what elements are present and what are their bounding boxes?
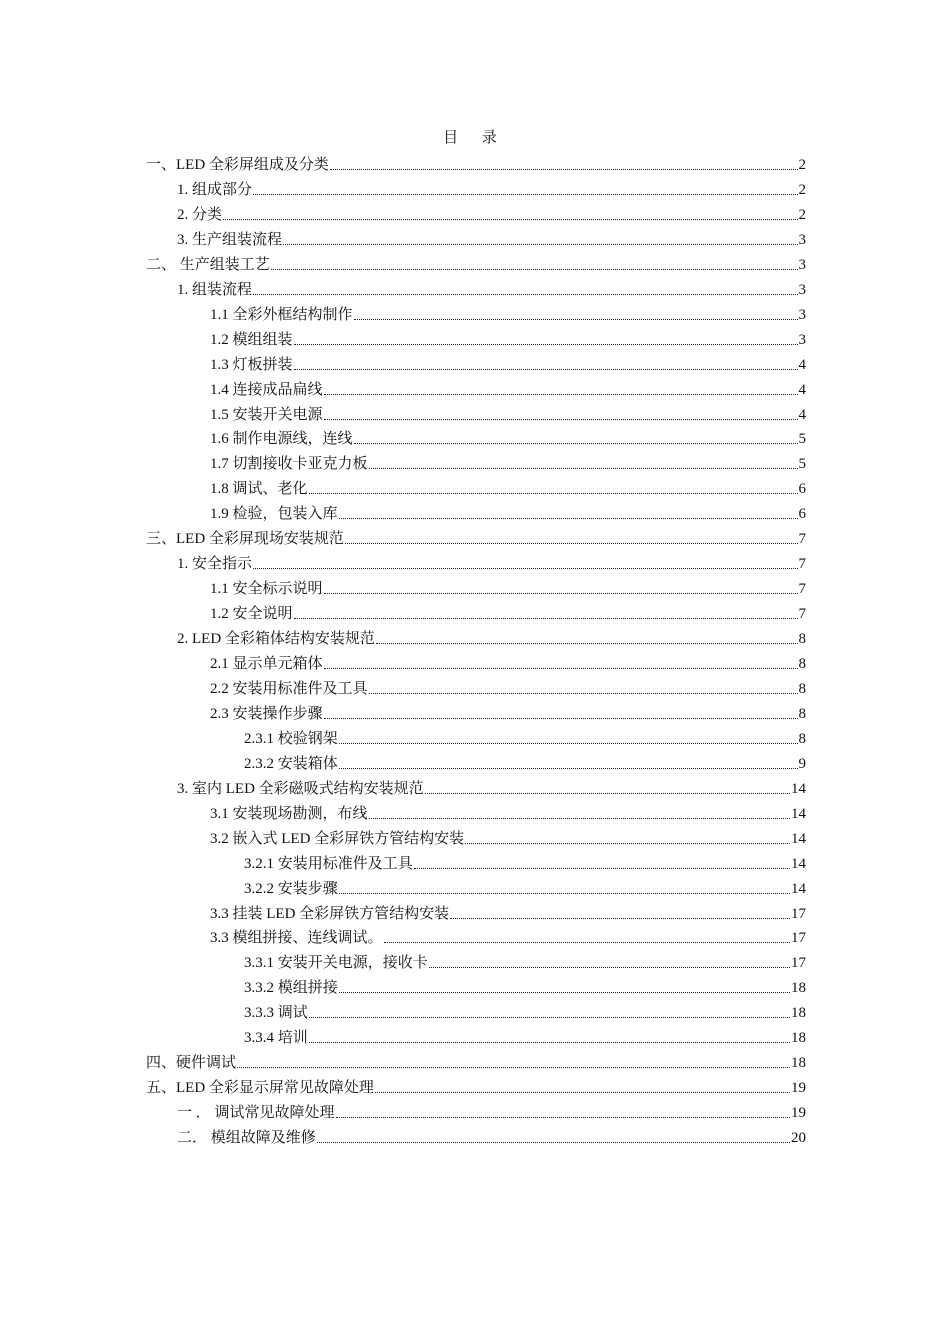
toc-entry[interactable] [210,325,806,350]
toc-entry[interactable] [244,749,806,774]
toc-entry-title: 一 ． 调试常见故障处理 [177,1105,335,1122]
toc-entry-title: 三、LED 全彩屏现场安装规范 [146,531,344,548]
dot-leader [294,344,798,345]
dot-leader [354,319,798,320]
toc-entry[interactable] [146,524,806,549]
dot-leader [237,1067,790,1068]
toc-entry-title: 1.6 制作电源线，连线 [210,431,353,448]
toc-entry-page-number: 18 [791,1055,806,1072]
toc-entry[interactable] [210,699,806,724]
toc-entry-title: 1.9 检验，包装入库 [210,506,338,523]
toc-entry-title: 3.3 挂装 LED 全彩屏铁方管结构安装 [210,905,450,922]
toc-entry-title: 1. 组成部分 [177,181,253,198]
toc-entry-title: 3.3.2 模组拼接 [244,980,338,997]
dot-leader [317,1142,790,1143]
toc-entry-title: 3.3.4 培训 [244,1030,308,1047]
toc-entry-page-number: 7 [798,556,806,573]
toc-entry-page-number: 18 [791,1030,806,1047]
toc-entry[interactable] [177,225,806,250]
toc-entry-page-number: 14 [791,855,806,872]
toc-entry-page-number: 2 [798,206,806,223]
toc-entry[interactable] [210,674,806,699]
dot-leader [429,967,790,968]
toc-entry-title: 2.2 安装用标准件及工具 [210,680,368,697]
toc-entry[interactable] [177,275,806,300]
toc-entry[interactable] [244,874,806,899]
toc-entry-page-number: 8 [798,730,806,747]
dot-leader [294,369,798,370]
toc-entry[interactable] [146,1048,806,1073]
toc-entry[interactable] [244,724,806,749]
toc-entry[interactable] [210,400,806,425]
dot-leader [339,518,798,519]
toc-entry[interactable] [244,998,806,1023]
dot-leader [339,893,790,894]
dot-leader [354,443,798,444]
toc-entry[interactable] [210,574,806,599]
toc-entry-title: 3. 室内 LED 全彩磁吸式结构安装规范 [177,780,424,797]
toc-entry-title: 3.2.2 安装步骤 [244,880,338,897]
toc-entry-title: 1.7 切割接收卡亚克力板 [210,456,368,473]
toc-entry-title: 五、LED 全彩显示屏常见故障处理 [146,1080,374,1097]
toc-entry-page-number: 8 [798,680,806,697]
toc-entry-page-number: 17 [791,905,806,922]
toc-entry-page-number: 3 [798,306,806,323]
toc-entry[interactable] [244,948,806,973]
toc-entry-page-number: 8 [798,656,806,672]
dot-leader [450,918,790,919]
dot-leader [253,568,797,569]
toc-entry-page-number: 7 [798,606,806,623]
toc-entry[interactable] [177,624,806,649]
toc-entry-title: 1. 安全指示 [177,556,253,573]
toc-entry-title: 1.8 调试、老化 [210,481,308,498]
toc-entry-page-number: 2 [798,181,806,198]
toc-entry[interactable] [210,300,806,325]
toc-entry-page-number: 3 [798,256,806,273]
toc-entry-title: 1.4 连接成品扁线 [210,381,323,398]
toc-entry-title: 2. LED 全彩箱体结构安装规范 [177,631,375,648]
dot-leader [324,593,798,594]
toc-entry-title: 2. 分类 [177,206,223,223]
dot-leader [294,618,798,619]
toc-entry-title: 1. 组装流程 [177,281,253,298]
toc-entry[interactable] [177,1098,806,1123]
toc-entry-title: 3.1 安装现场勘测，布线 [210,805,368,822]
toc-entry[interactable] [177,549,806,574]
toc-entry[interactable] [210,923,806,948]
toc-entry-page-number: 4 [798,406,806,423]
toc-entry-page-number: 6 [798,506,806,523]
toc-entry-page-number: 19 [791,1080,806,1097]
dot-leader [253,194,797,195]
toc-entry-page-number: 2 [798,157,806,173]
dot-leader [375,1092,790,1093]
toc-entry[interactable] [146,150,806,175]
toc-entry[interactable] [177,774,806,799]
toc-entry-page-number: 6 [798,481,806,498]
toc-entry-title: 2.3.2 安装箱体 [244,755,338,772]
toc-entry-page-number: 5 [798,431,806,448]
toc-entry[interactable] [146,1073,806,1098]
toc-entry[interactable] [244,849,806,874]
toc-entry[interactable] [210,824,806,849]
dot-leader [339,768,798,769]
dot-leader [345,543,798,544]
toc-entry-page-number: 19 [791,1105,806,1122]
toc-entry-page-number: 4 [798,356,806,373]
toc-entry-page-number: 18 [791,980,806,997]
toc-entry-page-number: 14 [791,805,806,822]
dot-leader [309,1017,790,1018]
dot-leader [324,718,798,719]
toc-entry-title: 二． 模组故障及维修 [177,1130,316,1147]
toc-entry[interactable] [177,200,806,225]
dot-leader [330,169,798,170]
toc-entry-title: 1.2 模组组装 [210,331,293,348]
toc-entry-title: 四、硬件调试 [146,1055,237,1072]
dot-leader [339,992,790,993]
dot-leader [369,468,798,469]
toc-entry-title: 3.3.1 安装开关电源，接收卡 [244,955,428,972]
toc-entry-title: 1.1 全彩外框结构制作 [210,306,353,323]
toc-entry-page-number: 20 [791,1130,806,1147]
dot-leader [324,419,798,420]
toc-entry[interactable] [177,175,806,200]
toc-entry[interactable] [177,1123,806,1148]
toc-entry[interactable] [210,449,806,474]
toc-entry-title: 2.3 安装操作步骤 [210,705,323,722]
toc-title: 目 录 [443,130,507,146]
toc-entry-title: 二、 生产组装工艺 [146,256,270,273]
dot-leader [324,668,798,669]
dot-leader [253,294,797,295]
dot-leader [465,843,790,844]
dot-leader [309,1042,790,1043]
dot-leader [369,693,798,694]
toc-entry[interactable] [244,973,806,998]
toc-entry-page-number: 17 [791,930,806,947]
toc-entry-title: 3.2 嵌入式 LED 全彩屏铁方管结构安装 [210,830,465,847]
toc-entry-page-number: 3 [798,231,806,248]
toc-entry-title: 3. 生产组装流程 [177,231,283,248]
dot-leader [339,743,798,744]
toc-entry-page-number: 14 [791,780,806,797]
dot-leader [324,394,798,395]
toc-entry-title: 1.3 灯板拼装 [210,356,293,373]
toc-entry-title: 2.3.1 校验钢架 [244,730,338,747]
toc-entry-page-number: 3 [798,281,806,298]
toc-entry-page-number: 8 [798,631,806,648]
toc-entry-page-number: 18 [791,1005,806,1022]
toc-entry-page-number: 8 [798,705,806,722]
toc-entry-title: 1.2 安全说明 [210,606,293,623]
toc-entry-page-number: 17 [791,955,806,972]
dot-leader [336,1117,790,1118]
dot-leader [369,818,790,819]
toc-entry[interactable] [210,649,806,674]
toc-entry-title: 1.5 安装开关电源 [210,406,323,423]
dot-leader [414,868,790,869]
dot-leader [309,493,798,494]
toc-entry[interactable] [210,799,806,824]
toc-entry[interactable] [210,424,806,449]
toc-entry-title: 3.2.1 安装用标准件及工具 [244,855,413,872]
toc-entry-page-number: 5 [798,456,806,473]
toc-entry[interactable] [210,350,806,375]
toc-entry-title: 3.3.3 调试 [244,1005,308,1022]
dot-leader [376,643,798,644]
toc-entry[interactable] [210,375,806,400]
dot-leader [223,219,797,220]
toc-entry-title: 3.3 模组拼接、连线调试。 [210,930,383,947]
toc-entry-title: 2.1 显示单元箱体 [210,656,323,672]
toc-entry-page-number: 7 [798,531,806,548]
dot-leader [425,793,790,794]
toc-entry[interactable] [210,599,806,624]
toc-entry-title: 一、LED 全彩屏组成及分类 [146,157,329,173]
dot-leader [384,942,790,943]
toc-entry-page-number: 3 [798,331,806,348]
toc-entry-page-number: 14 [791,830,806,847]
toc-entry[interactable] [210,499,806,524]
toc-entry-page-number: 9 [798,755,806,772]
dot-leader [271,269,798,270]
toc-entry-page-number: 4 [798,381,806,398]
dot-leader [283,244,797,245]
toc-entry-page-number: 7 [798,581,806,598]
toc-entry-title: 1.1 安全标示说明 [210,581,323,598]
toc-entry[interactable] [244,1023,806,1048]
toc-entry[interactable] [210,474,806,499]
toc-entry[interactable] [146,250,806,275]
toc-entry-page-number: 14 [791,880,806,897]
toc-entry[interactable] [210,899,806,924]
